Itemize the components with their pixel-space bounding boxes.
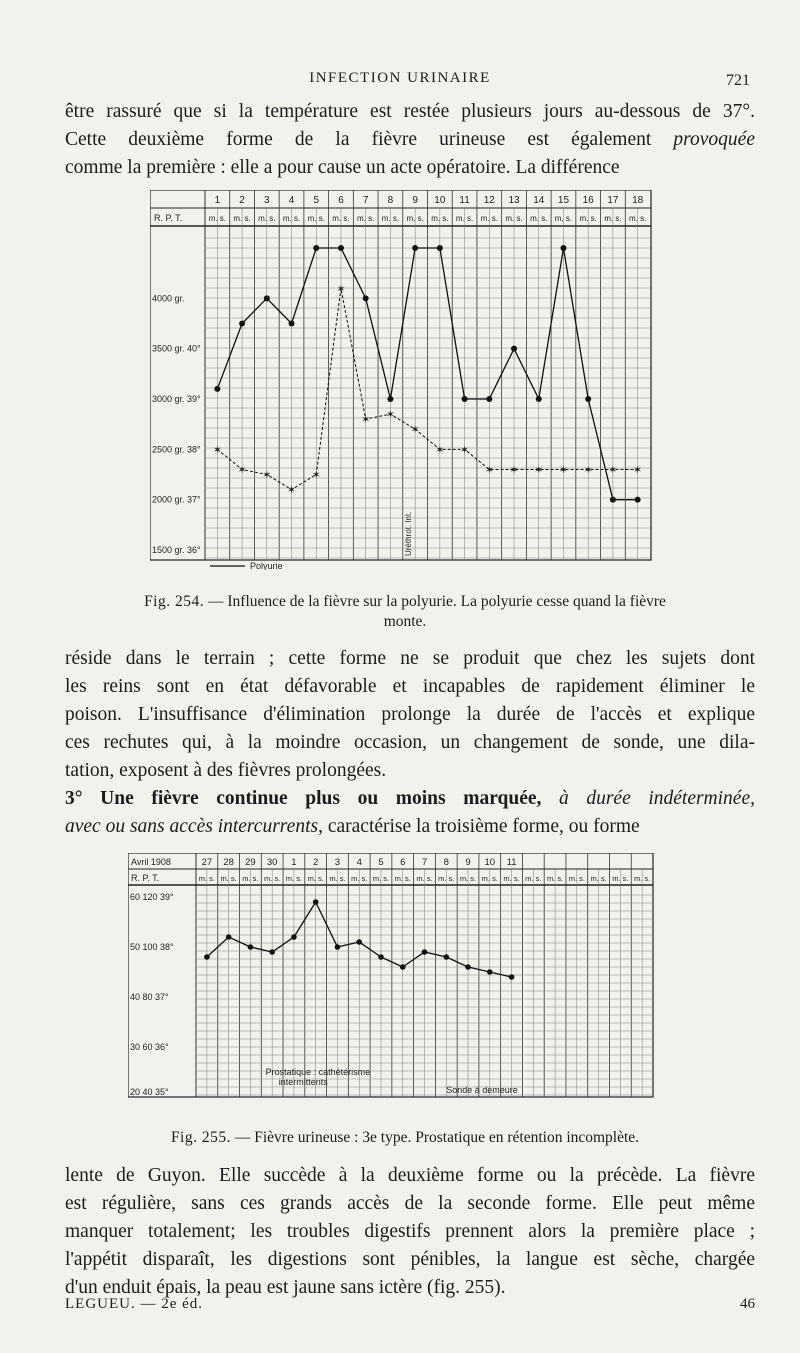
day-label: 8 <box>387 195 394 206</box>
day-label: 1 <box>214 195 221 206</box>
paragraph-4 <box>65 1162 755 1302</box>
temperature-point <box>378 954 384 960</box>
temperature-point <box>226 934 232 940</box>
fievre-point: ✶ <box>633 464 643 477</box>
legend-polyurie-label: Polyurie <box>250 561 283 570</box>
day-label: 4 <box>356 857 362 868</box>
polyurie-point <box>313 245 319 251</box>
fievre-point: ✶ <box>237 464 247 477</box>
y-label: 4000 gr. <box>152 293 185 304</box>
fievre-point: ✶ <box>484 464 494 477</box>
ms-label: m. s. <box>332 214 350 223</box>
day-label: 11 <box>506 857 517 868</box>
fievre-point: ✶ <box>336 283 346 296</box>
temperature-point <box>335 944 341 950</box>
day-label: 6 <box>400 857 406 868</box>
fievre-point: ✶ <box>608 464 618 477</box>
paragraph-1 <box>65 98 755 182</box>
temperature-point <box>465 964 471 970</box>
para1-line-3: comme la première : elle a pour cause un acte opératoire. La différence <box>65 157 620 178</box>
ms-label: m. s. <box>480 214 498 223</box>
y-label: 3000 gr. 39° <box>152 394 201 404</box>
fievre-point: ✶ <box>459 444 470 457</box>
day-label: 27 <box>201 857 213 868</box>
polyurie-point <box>289 321 295 327</box>
para3-line-1: 3° Une fièvre continue plus ou moins marquée, à durée indéterminée, <box>65 788 755 809</box>
para2-line-5: tation, exposent à des fièvres prolongées. <box>65 760 387 781</box>
temperature-point <box>248 944 254 950</box>
day-label: 14 <box>533 195 545 206</box>
day-label: 2 <box>313 857 319 868</box>
day-label: 8 <box>443 857 449 868</box>
fievre-point: ✶ <box>583 464 593 477</box>
ms-label: m. s. <box>198 874 216 883</box>
fievre-point: ✶ <box>212 444 222 457</box>
polyurie-point <box>585 396 591 402</box>
fig254-caption-line-1: Fig. 254. — Influence de la fièvre sur la polyurie. La polyurie cesse quand la fièvre <box>144 593 666 610</box>
day-label: 5 <box>313 195 320 206</box>
polyurie-point <box>264 295 270 301</box>
y-label: 40 80 37° <box>130 992 169 1002</box>
ms-label: m. s. <box>503 874 520 883</box>
ms-label: m. s. <box>431 214 449 223</box>
fig254-caption-line-2: monte. <box>383 613 427 630</box>
ms-label: m. s. <box>307 874 324 883</box>
day-label: 1 <box>291 857 297 868</box>
fievre-point: ✶ <box>361 414 371 427</box>
ms-label: m. s. <box>628 214 647 223</box>
ms-label: m. s. <box>604 214 622 223</box>
y-label: 3500 gr. 40° <box>152 343 201 354</box>
day-label: 7 <box>421 857 428 868</box>
polyurie-point <box>387 396 393 402</box>
temperature-point <box>509 974 515 980</box>
day-label: 18 <box>632 195 644 206</box>
ms-label: m. s. <box>282 214 301 223</box>
day-label: 28 <box>223 857 234 868</box>
annotation-sonde: Sonde à demeure <box>446 1085 518 1095</box>
ms-label: m. s. <box>455 214 474 223</box>
ms-label: m. s. <box>481 874 498 883</box>
day-label: 15 <box>557 195 570 206</box>
fievre-point: ✶ <box>410 424 420 437</box>
fievre-point: ✶ <box>558 464 569 477</box>
y-label: 50 100 38° <box>130 942 174 952</box>
ms-label: m. s. <box>505 214 523 223</box>
fievre-point: ✶ <box>509 464 519 477</box>
ms-label: m. s. <box>242 874 259 883</box>
ms-label: m. s. <box>233 214 251 223</box>
temperature-point <box>443 954 449 960</box>
para4-line-5: d'un enduit épais, la peau est jaune sans ictère (fig. 255). <box>65 1277 506 1298</box>
ms-label: m. s. <box>438 874 455 883</box>
ms-label: m. s. <box>554 214 573 223</box>
ms-label: m. s. <box>372 874 390 883</box>
polyurie-point <box>462 396 468 402</box>
figure-254-caption <box>60 592 750 632</box>
polyurie-point <box>437 245 443 251</box>
fievre-point: ✶ <box>262 469 272 482</box>
polyurie-point <box>511 346 517 352</box>
ms-label: m. s. <box>579 214 597 223</box>
ms-label: m. s. <box>590 874 607 883</box>
ms-label: m. s. <box>208 214 227 223</box>
temperature-point <box>313 899 319 905</box>
temperature-point <box>487 969 493 975</box>
day-label: 10 <box>434 195 446 206</box>
day-label: 9 <box>465 857 471 868</box>
ms-label: m. s. <box>258 214 276 223</box>
polyurie-point <box>536 396 542 402</box>
day-label: 12 <box>483 195 495 206</box>
y-label: 60 120 39° <box>130 892 174 902</box>
footer-signature: 46 <box>740 1296 755 1312</box>
figure-255-caption <box>60 1128 750 1148</box>
ms-label: m. s. <box>264 874 281 883</box>
day-label: 2 <box>239 195 245 206</box>
row-label: R. P. T. <box>154 213 183 223</box>
paragraph-2 <box>65 645 755 785</box>
ms-label: m. s. <box>381 214 400 223</box>
para1-line-1: être rassuré que si la température est restée plusieurs jours au-dessous de 37°. <box>65 101 755 122</box>
day-label: 4 <box>288 195 295 206</box>
temperature-point <box>400 964 406 970</box>
day-label: 10 <box>484 857 496 868</box>
fievre-point: ✶ <box>385 409 396 422</box>
para4-line-3: manquer totalement; les troubles digestifs prennent alors la première place ; <box>65 1221 755 1242</box>
para3-line-2: avec ou sans accès intercurrents, caractérise la troisième forme, ou forme <box>65 816 640 837</box>
paragraph-3 <box>65 785 755 841</box>
ms-label: m. s. <box>633 874 651 883</box>
para4-line-2: est régulière, sans ces grands accès de la seconde forme. Elle peut même <box>65 1193 755 1214</box>
ms-label: m. s. <box>416 874 433 883</box>
day-label: 5 <box>378 857 384 868</box>
y-label: 30 60 36° <box>130 1042 169 1052</box>
day-label: 3 <box>264 195 270 206</box>
temperature-point <box>269 949 275 955</box>
ms-label: m. s. <box>394 874 411 883</box>
fievre-point: ✶ <box>534 464 544 477</box>
figure-255-chart <box>128 853 656 1101</box>
figure-254-chart <box>150 190 655 570</box>
ms-label: m. s. <box>568 874 585 883</box>
day-label: 7 <box>362 195 369 206</box>
para1-line-2: Cette deuxième forme de la fièvre urineuse est également provoquée <box>65 129 755 150</box>
ms-label: m. s. <box>612 874 629 883</box>
ms-label: m. s. <box>329 874 346 883</box>
month-label: Avril 1908 <box>131 857 171 867</box>
y-label: 20 40 35° <box>130 1087 169 1097</box>
day-label: 13 <box>508 195 520 206</box>
ms-label: m. s. <box>525 874 542 883</box>
day-label: 30 <box>266 857 278 868</box>
ms-label: m. s. <box>285 874 303 883</box>
day-label: 6 <box>338 195 344 206</box>
ms-label: m. s. <box>307 214 325 223</box>
running-head: INFECTION URINAIRE <box>309 70 491 86</box>
temperature-point <box>356 939 362 945</box>
footer-author-edition: LEGUEU. — 2e éd. <box>65 1296 204 1312</box>
y-label: 2000 gr. 37° <box>152 494 201 505</box>
para2-line-3: poison. L'insuffisance d'élimination prolonge la durée de l'accès et explique <box>65 704 755 725</box>
fig255-caption-line: Fig. 255. — Fièvre urineuse : 3e type. Prostatique en rétention incomplète. <box>170 1129 640 1146</box>
polyurie-point <box>635 497 641 503</box>
fievre-point: ✶ <box>286 484 297 497</box>
ms-label: m. s. <box>546 874 564 883</box>
para2-line-1: réside dans le terrain ; cette forme ne se produit que chez les sujets dont <box>65 648 755 669</box>
ms-label: m. s. <box>351 874 368 883</box>
polyurie-point <box>239 321 245 327</box>
page-number: 721 <box>726 72 750 89</box>
running-header <box>0 70 800 94</box>
ms-label: m. s. <box>459 874 477 883</box>
para4-line-1: lente de Guyon. Elle succède à la deuxième forme ou la précède. La fièvre <box>65 1165 755 1186</box>
page-footer <box>65 1296 755 1318</box>
polyurie-point <box>412 245 418 251</box>
ms-label: m. s. <box>220 874 237 883</box>
day-label: 16 <box>582 195 594 206</box>
annotation-intermittents: intermittents <box>278 1077 328 1087</box>
y-label: 1500 gr. 36° <box>152 545 201 555</box>
polyurie-point <box>363 295 369 301</box>
day-label: 3 <box>334 857 341 868</box>
ms-label: m. s. <box>357 214 375 223</box>
day-label: 9 <box>412 195 418 206</box>
italic-word: provoquée <box>673 129 755 150</box>
polyurie-point <box>214 386 220 392</box>
polyurie-point <box>560 245 566 251</box>
para2-line-4: ces rechutes qui, à la moindre occasion, un changement de sonde, une dila- <box>65 732 755 753</box>
fievre-point: ✶ <box>311 469 321 482</box>
fievre-point: ✶ <box>435 444 445 457</box>
ms-label: m. s. <box>530 214 548 223</box>
polyurie-point <box>610 497 616 503</box>
para2-line-2: les reins sont en état défavorable et incapables de rapidement éliminer le <box>65 676 755 697</box>
row-label: R. P. T. <box>131 873 160 883</box>
polyurie-point <box>338 245 344 251</box>
y-label: 2500 gr. 38° <box>152 444 201 455</box>
day-label: 29 <box>245 857 256 868</box>
annotation-prostatique: Prostatique : cathétérisme <box>265 1067 371 1077</box>
ms-label: m. s. <box>406 214 424 223</box>
temperature-point <box>422 949 428 955</box>
day-label: 17 <box>607 195 619 206</box>
day-label: 11 <box>459 195 470 206</box>
polyurie-point <box>486 396 492 402</box>
temperature-point <box>291 934 297 940</box>
urethrotomy-annotation: Uréthrot. Int. <box>403 511 413 556</box>
temperature-point <box>204 954 210 960</box>
para4-line-4: l'appétit disparaît, les digestions sont pénibles, la langue est sèche, chargée <box>65 1249 755 1270</box>
